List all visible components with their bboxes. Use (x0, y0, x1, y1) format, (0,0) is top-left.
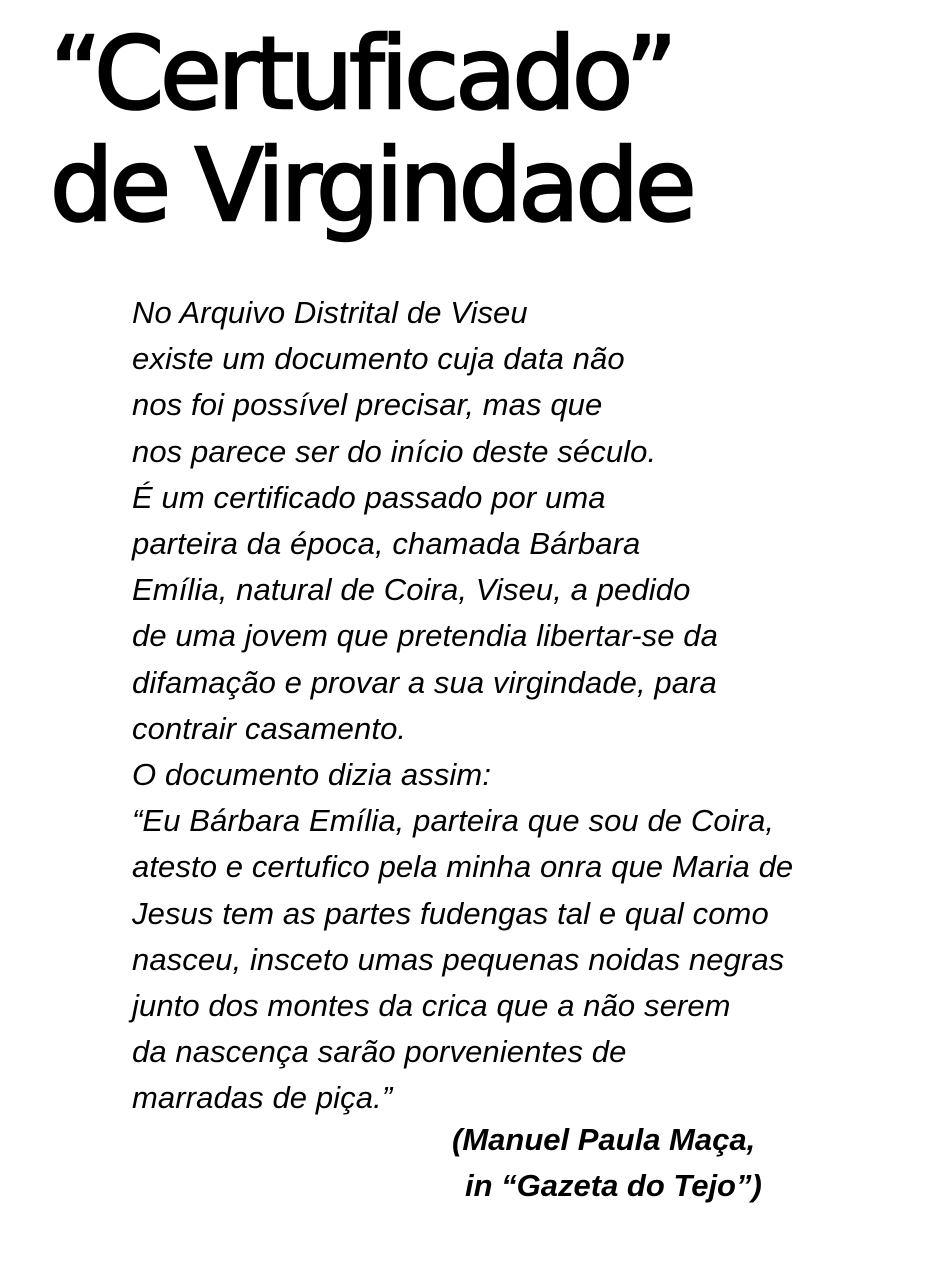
quoted-document-line: “Eu Bárbara Emília, parteira que sou de Coira, (132, 803, 775, 839)
body-line: contrair casamento. (132, 710, 407, 746)
credit-author: (Manuel Paula Maça, (452, 1122, 756, 1157)
quoted-document-line: junto dos montes da crica que a não serem (132, 988, 731, 1024)
body-line: No Arquivo Distrital de Viseu (132, 295, 528, 330)
title-line-2: de Virgindade (50, 127, 693, 244)
body-line: parteira da época, chamada Bárbara (132, 526, 641, 562)
quoted-document-line: marradas de piça.” (132, 1080, 393, 1116)
quoted-document-line: da nascença sarão porvenientes de (132, 1034, 627, 1070)
body-line: nos foi possível precisar, mas que (132, 387, 603, 423)
body-line: nos parece ser do início deste século. (132, 433, 657, 469)
credit-publication: in “Gazeta do Tejo”) (465, 1168, 762, 1203)
body-line: Emília, natural de Coira, Viseu, a pedido (132, 572, 691, 608)
article-body (132, 290, 932, 1122)
body-line: O documento dizia assim: (132, 757, 492, 793)
body-line: É um certificado passado por uma (132, 479, 606, 515)
body-line: existe um documento cuja data não (132, 341, 625, 377)
quoted-document-line: atesto e certufico pela minha onra que Maria de (132, 849, 794, 885)
body-line: de uma jovem que pretendia libertar-se da (132, 618, 718, 654)
quoted-document-line: Jesus tem as partes fudengas tal e qual como (132, 895, 769, 931)
article-title (50, 15, 693, 244)
title-line-1: “Certuficado” (50, 15, 674, 132)
source-credit (452, 1117, 762, 1209)
quoted-document-line: nasceu, insceto umas pequenas noidas negras (132, 941, 785, 977)
body-line: difamação e provar a sua virgindade, para (132, 664, 717, 700)
